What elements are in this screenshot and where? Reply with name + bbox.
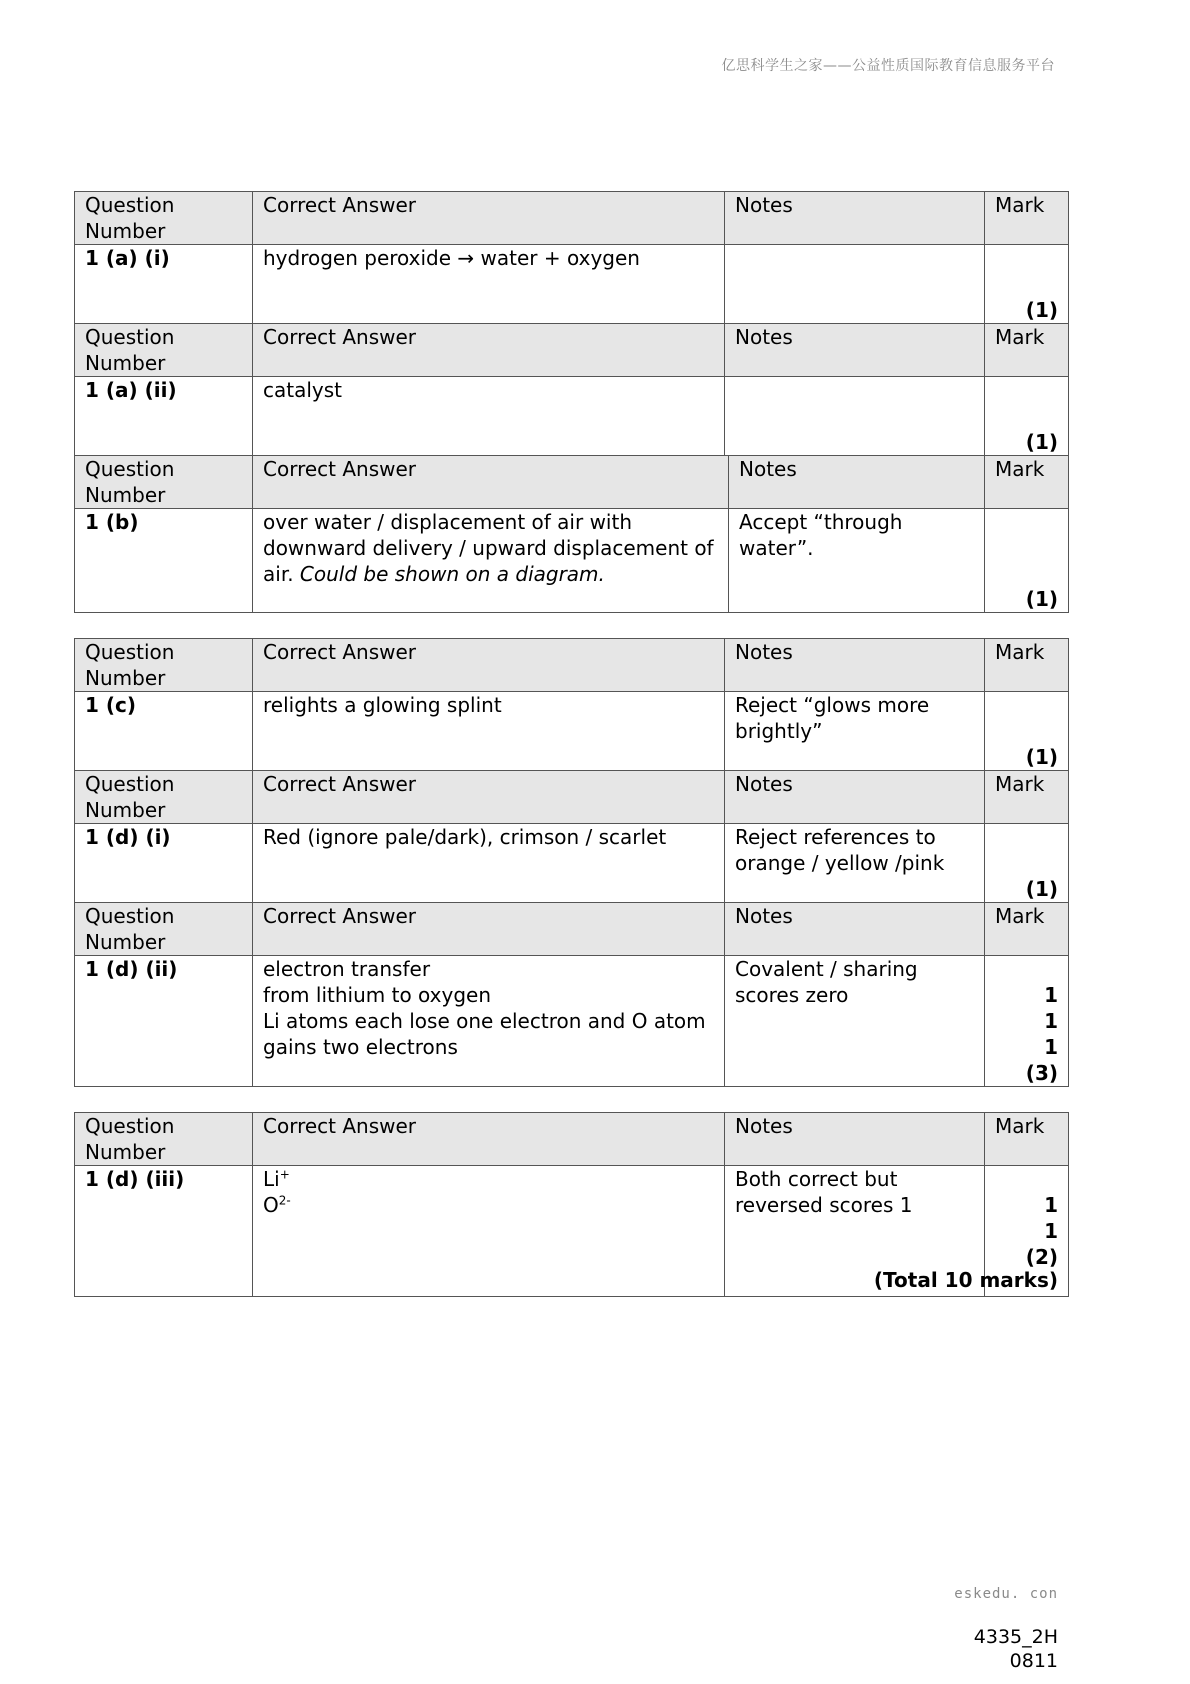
header-question-number: Question Number — [75, 324, 253, 377]
table-row — [75, 245, 1069, 324]
correct-answer: hydrogen peroxide → water + oxygen — [253, 245, 725, 324]
notes: Both correct but reversed scores 1 — [725, 1166, 985, 1297]
header-mark: Mark — [985, 771, 1069, 824]
answer-italic-note: Could be shown on a diagram. — [299, 562, 605, 586]
footer-site-watermark: eskedu. con — [954, 1586, 1058, 1602]
mark-scheme-table-1b — [74, 455, 1069, 613]
notes: Accept “through water”. — [729, 509, 985, 613]
mark-cell — [985, 824, 1069, 903]
table-row — [75, 824, 1069, 903]
correct-answer: electron transfer from lithium to oxygen Li atoms each lose one electron and O atom gains two electrons — [253, 956, 725, 1087]
header-mark: Mark — [985, 456, 1069, 509]
table-header-row — [75, 1113, 1069, 1166]
total-marks: (Total 10 marks) — [873, 1268, 1058, 1292]
header-correct-answer: Correct Answer — [253, 903, 725, 956]
mark-values: 1 1 1 — [1044, 983, 1058, 1059]
paper-session: 0811 — [1009, 1650, 1058, 1672]
mark-scheme-table-1a-ii — [74, 323, 1069, 456]
mark-cell — [985, 956, 1069, 1087]
header-notes: Notes — [725, 1113, 985, 1166]
header-notes: Notes — [725, 771, 985, 824]
question-number: 1 (b) — [75, 509, 253, 613]
mark-total: (3) — [1025, 1061, 1058, 1085]
header-mark: Mark — [985, 192, 1069, 245]
header-mark: Mark — [985, 639, 1069, 692]
header-correct-answer: Correct Answer — [253, 639, 725, 692]
mark-values: 1 1 (2) — [1025, 1193, 1058, 1269]
mark-cell — [985, 692, 1069, 771]
header-correct-answer: Correct Answer — [253, 324, 725, 377]
question-number: 1 (d) (iii) — [75, 1166, 253, 1297]
correct-answer — [253, 1166, 725, 1297]
header-question-number: Question Number — [75, 903, 253, 956]
table-row — [75, 377, 1069, 456]
header-correct-answer: Correct Answer — [253, 192, 725, 245]
table-header-row — [75, 771, 1069, 824]
header-question-number: Question Number — [75, 456, 253, 509]
header-question-number: Question Number — [75, 1113, 253, 1166]
header-notes: Notes — [725, 192, 985, 245]
header-notes: Notes — [725, 903, 985, 956]
notes: Covalent / sharing scores zero — [725, 956, 985, 1087]
question-number: 1 (d) (ii) — [75, 956, 253, 1087]
correct-answer: catalyst — [253, 377, 725, 456]
header-correct-answer: Correct Answer — [253, 771, 725, 824]
header-mark: Mark — [985, 1113, 1069, 1166]
table-row — [75, 956, 1069, 1087]
notes: Reject “glows more brightly” — [725, 692, 985, 771]
header-mark: Mark — [985, 903, 1069, 956]
table-header-row — [75, 639, 1069, 692]
table-header-row — [75, 192, 1069, 245]
mark-total: (1) — [1025, 430, 1058, 454]
correct-answer — [253, 509, 729, 613]
header-correct-answer: Correct Answer — [253, 1113, 725, 1166]
notes — [725, 377, 985, 456]
mark-scheme-table-1d-ii — [74, 902, 1069, 1087]
header-question-number: Question Number — [75, 639, 253, 692]
paper-code: 4335_2H — [973, 1626, 1058, 1648]
mark-scheme-table-1c — [74, 638, 1069, 771]
mark-total: (1) — [1025, 745, 1058, 769]
header-notes: Notes — [725, 324, 985, 377]
header-notes: Notes — [725, 639, 985, 692]
question-number: 1 (c) — [75, 692, 253, 771]
header-question-number: Question Number — [75, 192, 253, 245]
table-header-row — [75, 324, 1069, 377]
mark-total: (1) — [1025, 587, 1058, 611]
mark-scheme-table-1a-i — [74, 191, 1069, 324]
header-mark: Mark — [985, 324, 1069, 377]
notes — [725, 245, 985, 324]
table-header-row — [75, 903, 1069, 956]
header-notes: Notes — [729, 456, 985, 509]
mark-cell — [985, 245, 1069, 324]
header-watermark: 亿思科学生之家——公益性质国际教育信息服务平台 — [721, 58, 1055, 74]
mark-total: (1) — [1025, 877, 1058, 901]
table-header-row — [75, 456, 1069, 509]
mark-cell — [985, 509, 1069, 613]
oxide-ion: $O^{2-}$ — [263, 1193, 291, 1217]
header-question-number: Question Number — [75, 771, 253, 824]
correct-answer: relights a glowing splint — [253, 692, 725, 771]
table-row — [75, 692, 1069, 771]
question-number: 1 (a) (ii) — [75, 377, 253, 456]
lithium-ion: Li+ — [263, 1167, 290, 1191]
question-number: 1 (a) (i) — [75, 245, 253, 324]
mark-cell — [985, 377, 1069, 456]
mark-scheme-table-1d-i — [74, 770, 1069, 903]
answer-text: over water / displacement of air with downward delivery / upward displacement of air. — [263, 510, 714, 586]
header-correct-answer: Correct Answer — [253, 456, 729, 509]
correct-answer: Red (ignore pale/dark), crimson / scarlet — [253, 824, 725, 903]
table-row — [75, 509, 1069, 613]
mark-total: (1) — [1025, 298, 1058, 322]
notes: Reject references to orange / yellow /pink — [725, 824, 985, 903]
question-number: 1 (d) (i) — [75, 824, 253, 903]
